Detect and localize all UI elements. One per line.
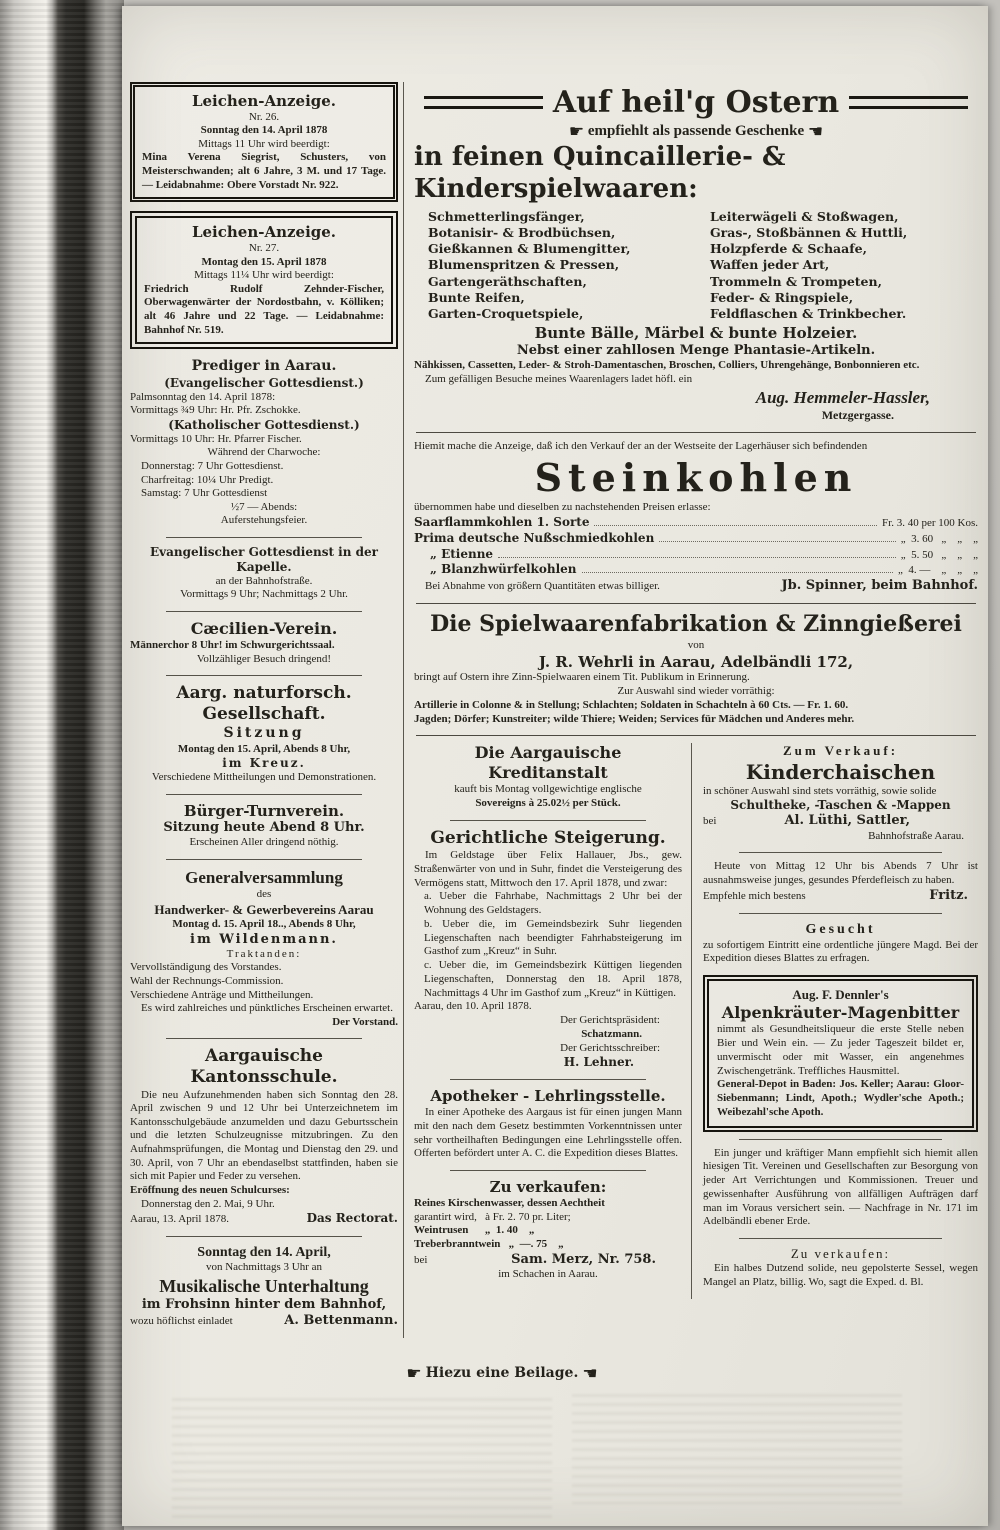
auction-clerk-label: Der Gerichtsschreiber: <box>560 1041 660 1054</box>
church-services <box>130 358 398 528</box>
service-line: Während der Charwoche: <box>207 446 321 459</box>
musik-place: im Frohsinn hinter dem Bahnhof, <box>141 1297 387 1313</box>
dot-leader <box>594 525 877 526</box>
section-divider <box>739 1238 942 1239</box>
alpenkraeuter-title: Alpenkräuter-Magenbitter <box>721 1003 960 1023</box>
toy-factory-ad <box>414 611 978 726</box>
horse-meat-body: Heute von Mittag 12 Uhr bis Abends 7 Uhr ist ausnahmsweise junges, gesundes Pferdefleisch zu haben. <box>703 860 978 886</box>
toy-lists <box>414 209 978 323</box>
horse-meat-signoff <box>703 888 978 904</box>
kinderchaisen-products: Schultheke, -Taschen & -Mappen <box>730 798 951 813</box>
church-services-title: Prediger in Aarau. <box>191 358 337 375</box>
kantonsschule-signature: Das Rectorat. <box>306 1211 398 1226</box>
toy-item: Botanisir- & Brodbüchsen, <box>428 224 616 240</box>
easter-title-row <box>414 84 978 122</box>
horse-meat-line: Empfehle mich bestens <box>703 889 806 902</box>
auction-intro: Im Geldstage über Felix Hallauer, Jbs., gew. Straßenwärter von und in Suhr, findet die Versteigerung des Vermögens statt, Mittwoch den 17. April 1878, und zwar: <box>414 849 682 889</box>
manicule-left-icon: ☚ <box>807 121 824 142</box>
section-divider <box>450 1079 646 1080</box>
catholic-subtitle: (Katholischer Gottesdienst.) <box>168 417 360 432</box>
death-notice-26-time: Mittags 11 Uhr wird beerdigt: <box>198 137 330 150</box>
easter-subtitle-row <box>414 122 978 141</box>
coal-signature: Jb. Spinner, beim Bahnhof. <box>781 578 978 593</box>
maid-wanted-body: zu sofortigem Eintritt eine ordentliche jüngere Magd. Bei der Expedition dieses Blattes zu erfragen. <box>703 938 978 965</box>
death-notice-27-time: Mittags 11¼ Uhr wird beerdigt: <box>194 269 334 282</box>
toy-factory-title: Die Spielwaarenfabrikation & Zinngießerei <box>430 611 962 638</box>
death-notice-26-title: Leichen-Anzeige. <box>191 92 337 110</box>
double-rule-left <box>424 96 543 109</box>
musik-time: von Nachmittags 3 Uhr an <box>205 1261 323 1274</box>
coal-price-row <box>414 531 978 547</box>
section-divider <box>739 1139 942 1140</box>
horse-meat-ad <box>703 860 978 904</box>
turnverein-title: Bürger-Turnverein. <box>183 801 345 820</box>
toy-item: Leiterwägeli & Stoßwagen, <box>710 208 899 224</box>
musik-invite: wozu höflichst einladet <box>130 1315 233 1328</box>
musik-date: Sonntag den 14. April, <box>197 1244 331 1260</box>
rightmost-column <box>697 743 978 1299</box>
coal-price-row <box>414 515 978 531</box>
service-line: Samstag: 7 Uhr Gottesdienst <box>141 487 268 500</box>
alpenkraeuter-ad <box>703 975 978 1132</box>
coal-item: „ Etienne <box>430 546 494 561</box>
toy-factory-line: Jagden; Dörfer; Kunstreiter; wilde Thiere; Weiden; Services für Mädchen und Anderes mehr. <box>414 712 855 725</box>
kirschwasser-line: garantirt wird, à Fr. 2. 70 pr. Liter; <box>414 1210 571 1223</box>
supplement-text: Hiezu eine Beilage. <box>425 1365 579 1381</box>
easter-line-baelle: Bunte Bälle, Märbel & bunte Holzeier. <box>534 324 858 343</box>
auction-item: b. Ueber die, im Gemeindsbezirk Suhr liegenden Liegenschaften nach beendigter Fahrhabsteigerung im Gasthof zum „Kreuz“ in Suhr. <box>424 917 682 958</box>
toy-list-right <box>696 209 978 323</box>
service-line: Vormittags ¾9 Uhr: Hr. Pfr. Zschokke. <box>130 404 301 417</box>
naturforschende-gesellschaft <box>130 683 398 785</box>
toy-factory-line: bringt auf Ostern ihre Zinn-Spielwaaren einem Tit. Publikum in Erinnerung. <box>414 671 750 684</box>
auction-item: c. Ueber die, im Gemeindsbezirk Küttigen liegenden Liegenschaften, Donnerstag den 18. April 1878, Nachmittags 4 Uhr im Gasthof zum „Kreuz“ in Küttigen. <box>424 959 682 999</box>
kirschwasser-seller-row <box>414 1252 682 1268</box>
traktanden-item: Verschiedene Anträge und Mittheilungen. <box>130 988 314 1001</box>
easter-title: Auf heil'g Ostern <box>552 85 840 120</box>
section-divider <box>416 432 976 433</box>
easter-subtitle: empfiehlt als passende Geschenke <box>587 122 805 139</box>
kirschwasser-bei: bei <box>414 1253 428 1266</box>
musik-signature: A. Bettenmann. <box>284 1313 398 1329</box>
kinderchaisen-seller-row <box>703 813 978 829</box>
section-divider <box>416 603 976 604</box>
right-area <box>409 82 978 1338</box>
death-notice-27-date: Montag den 15. April 1878 <box>201 255 327 268</box>
toy-factory-von: von <box>687 638 705 651</box>
kirschwasser-ad <box>414 1178 682 1282</box>
coal-price-row <box>414 547 978 563</box>
kantonsschule-line: Eröffnung des neuen Schulcurses: <box>130 1183 290 1196</box>
musik-signoff <box>130 1313 398 1329</box>
easter-headline: in feinen Quincaillerie- & Kinderspielwaaren: <box>414 141 786 204</box>
auction-item: a. Ueber die Fahrhabe, Nachmittags 2 Uhr bei der Wohnung des Geldstagers. <box>424 890 682 916</box>
section-divider <box>166 611 362 612</box>
chapel-service <box>130 545 398 602</box>
column-divider <box>691 743 692 1299</box>
section-divider <box>739 852 942 853</box>
section-divider <box>450 820 646 821</box>
coal-intro: Hiemit mache die Anzeige, daß ich den Verkauf der an der Westseite der Lagerhäuser sich befindenden <box>414 440 868 452</box>
gesucht-heading: Gesucht <box>805 922 876 937</box>
kantonsschule-dateline: Aarau, 13. April 1878. <box>130 1213 229 1226</box>
toy-item: Holzpferde & Schaafe, <box>710 241 867 256</box>
chairs-body: Ein halbes Dutzend solide, neu gepolsterte Sessel, wegen Mangel an Platz, billig. Wo, sagt die Exped. d. Bl. <box>703 1262 978 1288</box>
toy-list-left <box>414 209 696 323</box>
generalversammlung-place: im Wildenmann. <box>190 931 338 947</box>
naturforsch-title: Aarg. naturforsch. Gesellschaft. <box>176 683 352 725</box>
toy-item: Schmetterlingsfänger, <box>428 208 585 224</box>
kantonsschule-body: Die neu Aufzunehmenden haben sich Sonntag den 28. April zwischen 9 und 12 Uhr bei Unterzeichnetem im Kantonsschulgebäude anzumelden und dazu Geburtsschein und die letzten Schulzeugnisse mitzubringen. Zu den Aufnahmsprüfungen, die Montag und Dienstag den 29. und 30. April, von 7 Uhr an ebendaselbst stattfinden, haben sie sich mit Papier und Feder zu versehen. <box>130 1088 398 1183</box>
death-notice-27-number: Nr. 27. <box>248 241 280 254</box>
kinderchaisen-seller: Al. Lüthi, Sattler, <box>784 813 911 829</box>
kinderchaisen-title: Kinderchaischen <box>745 759 936 784</box>
section-divider <box>166 1236 362 1237</box>
toy-item: Feldflaschen & Trinkbecher. <box>710 306 907 321</box>
section-divider <box>416 735 976 736</box>
bleed-through-texture <box>572 1394 902 1504</box>
musikalische-unterhaltung <box>130 1244 398 1330</box>
coal-price: „ 4. — „ „ „ <box>897 564 978 577</box>
service-line: ½7 — Abends: <box>230 500 298 513</box>
traktanden-heading: Traktanden: <box>226 947 302 960</box>
chapel-service-title: Evangelischer Gottesdienst in der Kapelle. <box>149 545 378 574</box>
kinderchaisen-bei: bei <box>703 815 717 828</box>
section-divider <box>166 675 362 676</box>
kinderchaisen-address: Bahnhofstraße Aarau. <box>868 829 964 842</box>
easter-signature: Aug. Hemmeler-Hassler, <box>755 387 930 407</box>
toy-item: Blumenspritzen & Pressen, <box>428 257 620 273</box>
auction-president-name: Schatzmann. <box>581 1027 642 1040</box>
dot-leader <box>659 541 895 542</box>
traktanden-item: Wahl der Rechnungs-Commission. <box>130 974 284 987</box>
generalversammlung-signature: Der Vorstand. <box>332 1015 398 1028</box>
death-notice-26-body: Mina Verena Siegrist, Schusters, von Meisterschwanden; alt 6 Jahre, 3 M. und 17 Tage. — Leidabnahme: Obere Vorstadt Nr. 922. <box>142 151 386 191</box>
service-line: Charfreitag: 10¼ Uhr Predigt. <box>141 473 274 486</box>
maid-wanted-ad <box>703 921 978 966</box>
kreditanstalt-ad <box>414 743 682 811</box>
double-rule-right <box>849 96 968 109</box>
kantonsschule-signoff <box>130 1211 398 1227</box>
auction-president-label: Der Gerichtspräsident: <box>560 1014 660 1026</box>
coal-discount-note: Bei Abnahme von größern Quantitäten etwas billiger. <box>425 580 660 592</box>
coal-price-row <box>414 562 978 578</box>
coal-ad <box>414 440 978 594</box>
apprentice-body: In einer Apotheke des Aargaus ist für einen jungen Mann mit den nach dem Gesetz bestimmten Vorkenntnissen unter sehr vortheilhaften Bedingungen eine Lehrlingsstelle offen. Offerten befördert unter A. C. die Expedition dieses Blattes. <box>414 1106 682 1160</box>
turnverein-line: Sitzung heute Abend 8 Uhr. <box>163 820 365 836</box>
traktanden-item: Vervollständigung des Vorstandes. <box>130 961 282 974</box>
kreditanstalt-title: Die Aargauische Kreditanstalt <box>474 743 622 783</box>
horse-meat-signature: Fritz. <box>929 887 968 903</box>
buerger-turnverein <box>130 802 398 850</box>
easter-invitation: Zum gefälligen Besuche meines Waarenlagers ladet höfl. ein <box>425 373 693 385</box>
generalversammlung-sub: des <box>256 888 272 901</box>
toy-item: Gartengeräthschaften, <box>428 273 587 289</box>
page-columns <box>130 82 978 1338</box>
manicule-right-icon: ☛ <box>406 1364 422 1384</box>
caecilien-verein <box>130 619 398 666</box>
toy-item: Trommeln & Trompeten, <box>710 273 882 289</box>
kirschwasser-seller: Sam. Merz, Nr. 758. <box>511 1251 656 1267</box>
auction-title: Gerichtliche Steigerung. <box>430 827 666 848</box>
death-notice-27 <box>130 211 398 349</box>
section-divider <box>166 859 362 860</box>
coal-price: Fr. 3. 40 per 100 Kos. <box>882 517 978 529</box>
left-column <box>130 82 398 1338</box>
toy-factory-line: Artillerie in Colonne & in Stellung; Schlachten; Soldaten in Schachteln à 60 Cts. — Fr. 1. 60. <box>414 698 849 711</box>
kreditanstalt-line: Sovereigns à 25.02½ per Stück. <box>475 797 621 809</box>
auction-notice <box>414 828 682 1071</box>
auction-clerk-name: H. Lehner. <box>563 1055 634 1070</box>
easter-line-phantasie: Nebst einer zahllosen Menge Phantasie-Artikeln. <box>516 343 876 358</box>
sitzung-heading: Sitzung <box>223 725 305 742</box>
musik-title: Musikalische Unterhaltung <box>159 1275 369 1296</box>
service-line: Vormittags 10 Uhr: Hr. Pfarrer Fischer. <box>130 432 302 445</box>
generalversammlung-title: Generalversammlung <box>185 868 343 888</box>
coal-price: „ 3. 60 „ „ „ <box>900 532 978 545</box>
evangelical-subtitle: (Evangelischer Gottesdienst.) <box>164 375 364 390</box>
toy-item: Bunte Reifen, <box>428 289 525 305</box>
toy-item: Gießkannen & Blumengitter, <box>428 241 631 256</box>
alpenkraeuter-body: nimmt als Gesundheitsliqueur die erste Stelle neben Bier und Wein ein. — Zu jeder Tageszeit bildet er, unvermischt oder mit Wasser, ein angenehmes Zwischengetränk. Treffliches Hausmittel. <box>717 1023 964 1077</box>
coal-item: „ Blanzhwürfelkohlen <box>430 562 577 577</box>
alpenkraeuter-depots: General-Depot in Baden: Jos. Keller; Aarau: Gloor-Siebenmann; Lindt, Apoth.; Wydler'sche Apoth.; Weibezahl'sche Apoth. <box>717 1078 964 1118</box>
kinderchaisen-line: in schöner Auswahl sind stets vorräthig, sowie solide <box>703 784 937 797</box>
naturforsch-line: Montag den 15. April, Abends 8 Uhr, <box>177 742 351 755</box>
kirschwasser-title: Zu verkaufen: <box>489 1178 607 1196</box>
toy-item: Garten-Croquetspiele, <box>428 306 584 321</box>
supplement-note <box>182 1364 822 1383</box>
section-divider <box>739 913 942 914</box>
lower-columns <box>414 743 978 1299</box>
kreditanstalt-line: kauft bis Montag vollgewichtige englische <box>454 783 642 796</box>
easter-ad <box>414 84 978 423</box>
section-divider <box>166 1038 362 1039</box>
kinderchaisen-ad <box>703 743 978 843</box>
toy-item: Gras-, Stoßbännen & Huttli, <box>710 224 908 240</box>
caecilien-line: Männerchor 8 Uhr! im Schwurgerichtssaal. <box>130 638 335 651</box>
death-notice-26-date: Sonntag den 14. April 1878 <box>200 124 328 137</box>
naturforsch-line: Verschiedene Mittheilungen und Demonstrationen. <box>151 771 377 784</box>
kantonsschule-line: Donnerstag den 2. Mai, 9 Uhr. <box>141 1197 275 1210</box>
coal-title: Steinkohlen <box>534 454 858 500</box>
dennler-name: Aug. F. Dennler's <box>792 987 889 1002</box>
dot-leader <box>498 557 896 558</box>
death-notice-27-body: Friedrich Rudolf Zehnder-Fischer, Oberwagenwärter der Nordostbahn, v. Kölliken; alt 46 Jahre und 22 Tage. — Leidabnahme: Bahnhof Nr. 519. <box>144 282 384 336</box>
book-binding-edge <box>0 0 124 1530</box>
toy-item: Waffen jeder Art, <box>710 257 830 273</box>
kirschwasser-line: Treberbranntwein „ —. 75 „ <box>414 1238 564 1250</box>
generalversammlung-org: Handwerker- & Gewerbevereins Aarau <box>154 901 374 917</box>
service-line: Donnerstag: 7 Uhr Gottesdienst. <box>141 459 284 472</box>
coal-price: „ 5. 50 „ „ „ <box>900 548 978 561</box>
zu-verkaufen-heading: Zu verkaufen: <box>790 1246 891 1261</box>
generalversammlung-date: Montag d. 15. April 18.., Abends 8 Uhr, <box>172 917 356 930</box>
manicule-left-icon: ☚ <box>582 1364 598 1384</box>
kantonsschule-title: Aargauische Kantonsschule. <box>190 1046 338 1088</box>
chapel-line: Vormittags 9 Uhr; Nachmittags 2 Uhr. <box>180 588 348 601</box>
turnverein-line: Erscheinen Aller dringend nöthig. <box>189 836 339 849</box>
toy-item: Feder- & Ringspiele, <box>710 289 854 305</box>
coal-item: Prima deutsche Nußschmiedkohlen <box>414 530 655 545</box>
bleed-through-texture <box>172 1398 552 1518</box>
coal-line: übernommen habe und dieselben zu nachstehenden Preisen erlasse: <box>414 501 711 514</box>
apprentice-title: Apotheker - Lehrlingsstelle. <box>430 1087 666 1106</box>
easter-line-accessories: Nähkissen, Cassetten, Leder- & Stroh-Damentaschen, Broschen, Colliers, Uhrengehänge, Bonbonnieren etc. <box>414 359 920 372</box>
chapel-line: an der Bahnhofstraße. <box>215 574 313 587</box>
kirschwasser-address: im Schachen in Aarau. <box>498 1268 598 1280</box>
zum-verkauf-heading: Zum Verkauf: <box>782 743 899 759</box>
coal-signoff <box>414 578 978 594</box>
death-notice-27-title: Leichen-Anzeige. <box>191 223 337 242</box>
auction-dateline: Aarau, den 10. April 1878. <box>414 1000 532 1013</box>
errand-man-body: Ein junger und kräftiger Mann empfiehlt sich hiemit allen hiesigen Tit. Vereinen und Gesellschaften zur Besorgung von jeder Art Verrichtungen und Kommissionen. Treuer und gewissenhafter Ausführung von allfälligen Aufträgen darf man im Voraus versichert sein. — Nachfrage in Nr. 171 im Adelbändli ebener Erde. <box>703 1146 978 1228</box>
section-divider <box>166 537 362 538</box>
death-notice-26-number: Nr. 26. <box>248 110 280 123</box>
caecilien-line: Vollzähliger Besuch dringend! <box>196 652 332 665</box>
toy-factory-line: Zur Auswahl sind wieder vorräthig: <box>617 685 775 697</box>
apprentice-ad <box>414 1087 682 1161</box>
caecilien-title: Cæcilien-Verein. <box>190 619 338 639</box>
manicule-right-icon: ☛ <box>568 121 585 142</box>
chairs-ad <box>703 1246 978 1290</box>
section-divider <box>450 1170 646 1171</box>
death-notice-26 <box>130 82 398 202</box>
service-line: Palmsonntag den 14. April 1878: <box>130 390 276 403</box>
middle-column <box>414 743 686 1299</box>
naturforsch-line: im Kreuz. <box>222 756 306 771</box>
kantonsschule <box>130 1046 398 1226</box>
section-divider <box>166 794 362 795</box>
kirschwasser-line: Weintrusen „ 1. 40 „ <box>414 1224 535 1237</box>
column-divider <box>403 82 404 1338</box>
newspaper-page <box>122 6 988 1526</box>
toy-factory-name: J. R. Wehrli in Aarau, Adelbändli 172, <box>538 652 854 671</box>
dot-leader <box>582 572 893 573</box>
easter-signature-street: Metzgergasse. <box>821 408 894 422</box>
errand-man-ad <box>703 1147 978 1230</box>
generalversammlung-note: Es wird zahlreiches und pünktliches Erscheinen erwartet. <box>141 1002 393 1015</box>
coal-item: Saarflammkohlen 1. Sorte <box>414 515 590 529</box>
service-line: Auferstehungsfeier. <box>220 514 308 527</box>
generalversammlung <box>130 867 398 1029</box>
kirschwasser-line: Reines Kirschenwasser, dessen Aechtheit <box>414 1196 605 1209</box>
